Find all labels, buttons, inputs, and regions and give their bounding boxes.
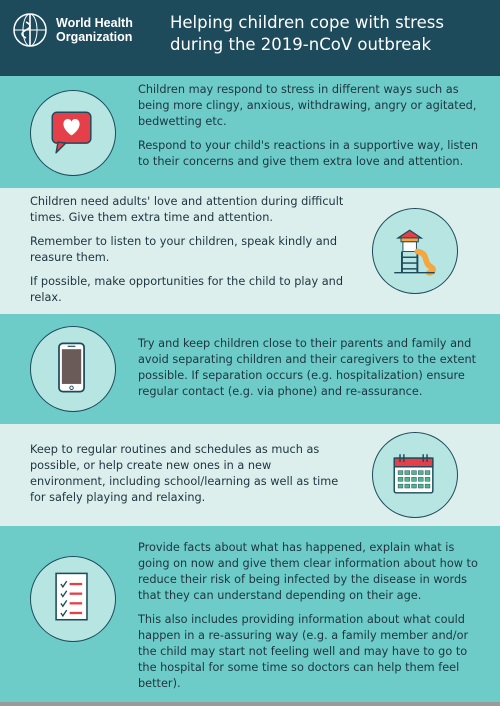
section-love-attention [0, 188, 500, 314]
calendar-icon [373, 433, 456, 516]
section-provide-facts [0, 526, 500, 702]
paragraph: Respond to your child's reactions in a supportive way, listen to their concerns and give them extra love and attention. [138, 139, 478, 168]
header [0, 0, 500, 76]
heart-speech-bubble-icon [31, 91, 114, 174]
paragraph: Try and keep children close to their parents and family and avoid separating children and their caregivers to the extent possible. If separation occurs (e.g. hospitalization) ensure regular contact (e.g. via phone) and re-assurance. [138, 337, 477, 398]
section-routines [0, 424, 500, 526]
title-line-1: Helping children cope with stress [170, 13, 444, 32]
mobile-phone-icon [31, 327, 114, 410]
paragraph: This also includes providing information about what could happen in a re-assuring way (e.g. a family member and/or the child may start not feeling well and may have to go to the hospital for some time so doctors can help them feel better). [138, 613, 469, 690]
icon-circle [30, 90, 116, 176]
paragraph: Children need adults' love and attention during difficult times. Give them extra time and attention. [30, 195, 344, 224]
section-text [138, 82, 484, 178]
section-text [30, 194, 350, 314]
icon-circle [30, 326, 116, 412]
section-text [138, 540, 486, 700]
organization-name [56, 16, 156, 44]
paragraph: Provide facts about what has happened, explain what is going on now and give them clear information about how to reduce their risk of being infected by the disease in words that they can understand depending on their age. [138, 541, 478, 602]
title-line-2: during the 2019-nCoV outbreak [170, 35, 432, 54]
paragraph: Remember to listen to your children, speak kindly and reasure them. [30, 235, 338, 264]
section-keep-close [0, 314, 500, 424]
paragraph: If possible, make opportunities for the child to play and relax. [30, 275, 343, 304]
section-text [30, 442, 348, 514]
icon-circle [372, 432, 458, 518]
org-line-1: World Health [56, 16, 133, 30]
playground-slide-icon [373, 209, 456, 292]
paragraph: Keep to regular routines and schedules as much as possible, or help create new ones in a new environment, including school/learning as well as time for safely playing and relaxing. [30, 443, 339, 504]
page-title [170, 12, 490, 56]
section-text [138, 336, 486, 408]
paragraph: Children may respond to stress in different ways such as being more clingy, anxious, withdrawing, angry or agitated, bedwetting etc. [138, 83, 477, 128]
section-stress-reactions [0, 76, 500, 188]
bottom-edge [0, 702, 500, 706]
who-emblem-icon [12, 12, 48, 48]
icon-circle [372, 208, 458, 294]
org-line-2: Organization [56, 30, 133, 44]
checklist-icon [31, 557, 114, 640]
icon-circle [30, 556, 116, 642]
